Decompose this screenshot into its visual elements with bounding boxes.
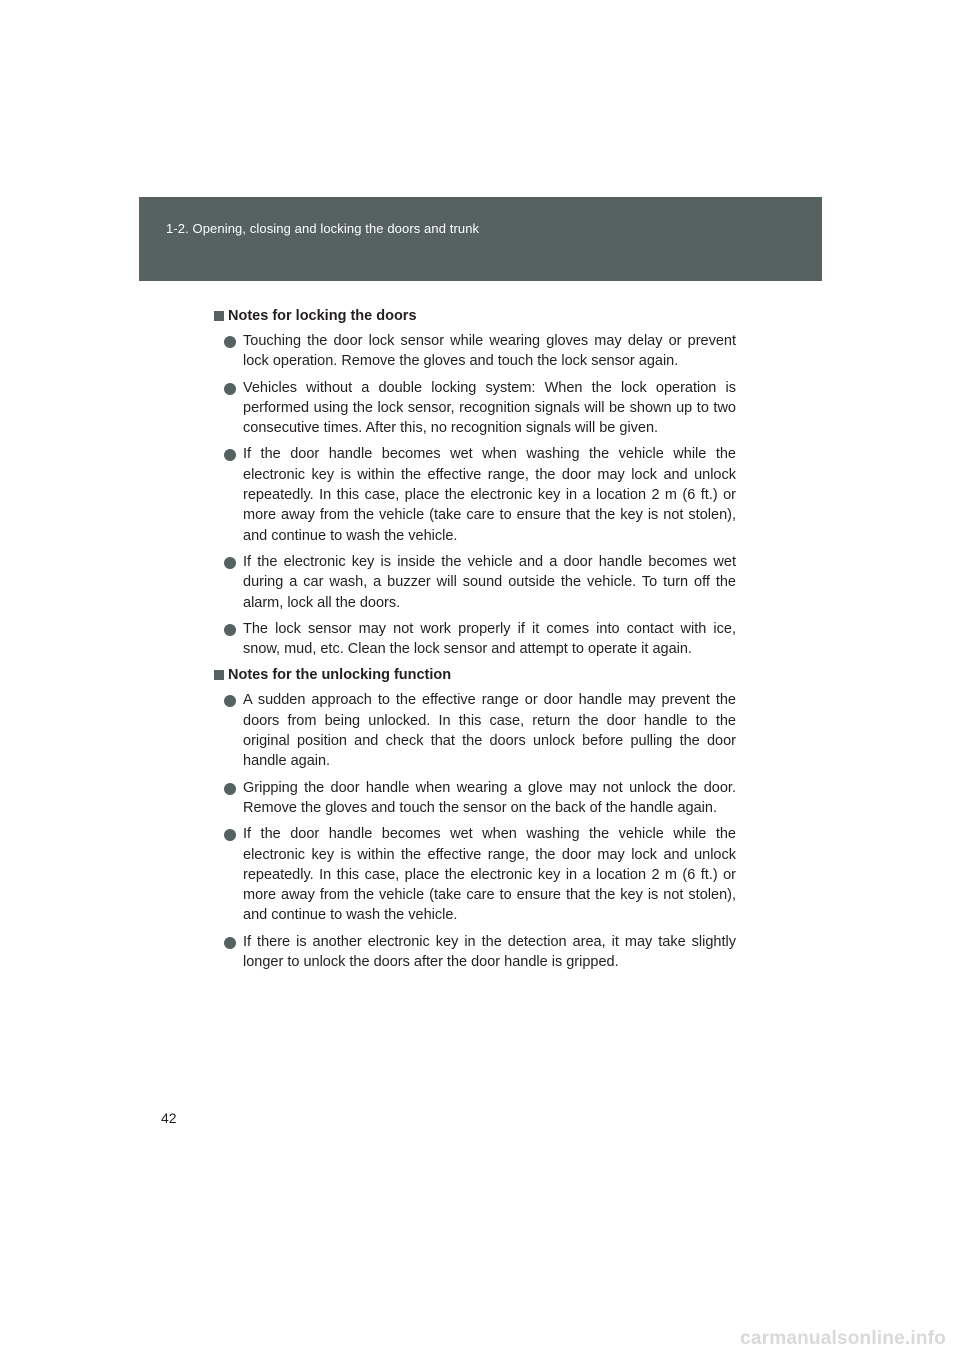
section-heading xyxy=(214,306,736,327)
list-item xyxy=(214,690,736,771)
section-heading-text: Notes for the unlocking function xyxy=(228,667,452,684)
watermark: carmanualsonline.info xyxy=(740,1328,946,1349)
circle-bullet-icon xyxy=(224,695,236,707)
list-item xyxy=(214,378,736,439)
circle-bullet-icon xyxy=(224,624,236,636)
section-heading xyxy=(214,665,736,686)
circle-bullet-icon xyxy=(224,336,236,348)
list-item-text: If the door handle becomes wet when washing the vehicle while the electronic key is within the effective range, the door may lock and unlock repeatedly. In this case, place the electronic key in a location 2 m (6 ft.) or more away from the vehicle (take care to ensure that the key is not stolen), and continue to wash the vehicle. xyxy=(243,826,736,924)
list-item xyxy=(214,778,736,819)
section-header-band xyxy=(139,197,822,281)
section-unlocking-notes xyxy=(214,665,736,972)
list-item xyxy=(214,619,736,660)
list-item-text: Touching the door lock sensor while wearing gloves may delay or prevent lock operation. Remove the gloves and touch the lock sensor again. xyxy=(243,333,736,370)
list-item xyxy=(214,552,736,613)
circle-bullet-icon xyxy=(224,557,236,569)
circle-bullet-icon xyxy=(224,829,236,841)
page-content xyxy=(214,306,736,978)
list-item-text: If there is another electronic key in the detection area, it may take slightly longer to unlock the doors after the door handle is gripped. xyxy=(243,933,736,971)
section-title: 1-2. Opening, closing and locking the doors and trunk xyxy=(166,221,480,236)
list-item-text: Gripping the door handle when wearing a glove may not unlock the door. Remove the gloves and touch the sensor on the back of the handle again. xyxy=(243,779,736,816)
list-item-text: Vehicles without a double locking system: When the lock operation is performed using the lock sensor, recognition signals will be shown up to two consecutive times. After this, no recognition signals will be given. xyxy=(243,379,736,437)
square-bullet-icon xyxy=(214,311,224,321)
list-item-text: If the electronic key is inside the vehicle and a door handle becomes wet during a car wash, a buzzer will sound outside the vehicle. To turn off the alarm, lock all the doors. xyxy=(243,553,736,611)
list-item-text: If the door handle becomes wet when washing the vehicle while the electronic key is within the effective range, the door may lock and unlock repeatedly. In this case, place the electronic key in a location 2 m (6 ft.) or more away from the vehicle (take care to ensure that the key is not stolen), and continue to wash the vehicle. xyxy=(243,446,736,544)
circle-bullet-icon xyxy=(224,937,236,949)
list-item-text: The lock sensor may not work properly if it comes into contact with ice, snow, mud, etc. Clean the lock sensor and attempt to operate it again. xyxy=(243,620,736,658)
list-item xyxy=(214,444,736,545)
page-number: 42 xyxy=(161,1110,177,1126)
circle-bullet-icon xyxy=(224,783,236,795)
list-item xyxy=(214,331,736,372)
section-locking-notes xyxy=(214,306,736,659)
list-item xyxy=(214,824,736,925)
square-bullet-icon xyxy=(214,670,224,680)
circle-bullet-icon xyxy=(224,449,236,461)
list-item-text: A sudden approach to the effective range or door handle may prevent the doors from being unlocked. In this case, return the door handle to the original position and check that the doors unlock before pulling the door handle again. xyxy=(243,692,736,770)
circle-bullet-icon xyxy=(224,383,236,395)
section-heading-text: Notes for locking the doors xyxy=(228,308,417,324)
list-item xyxy=(214,932,736,973)
